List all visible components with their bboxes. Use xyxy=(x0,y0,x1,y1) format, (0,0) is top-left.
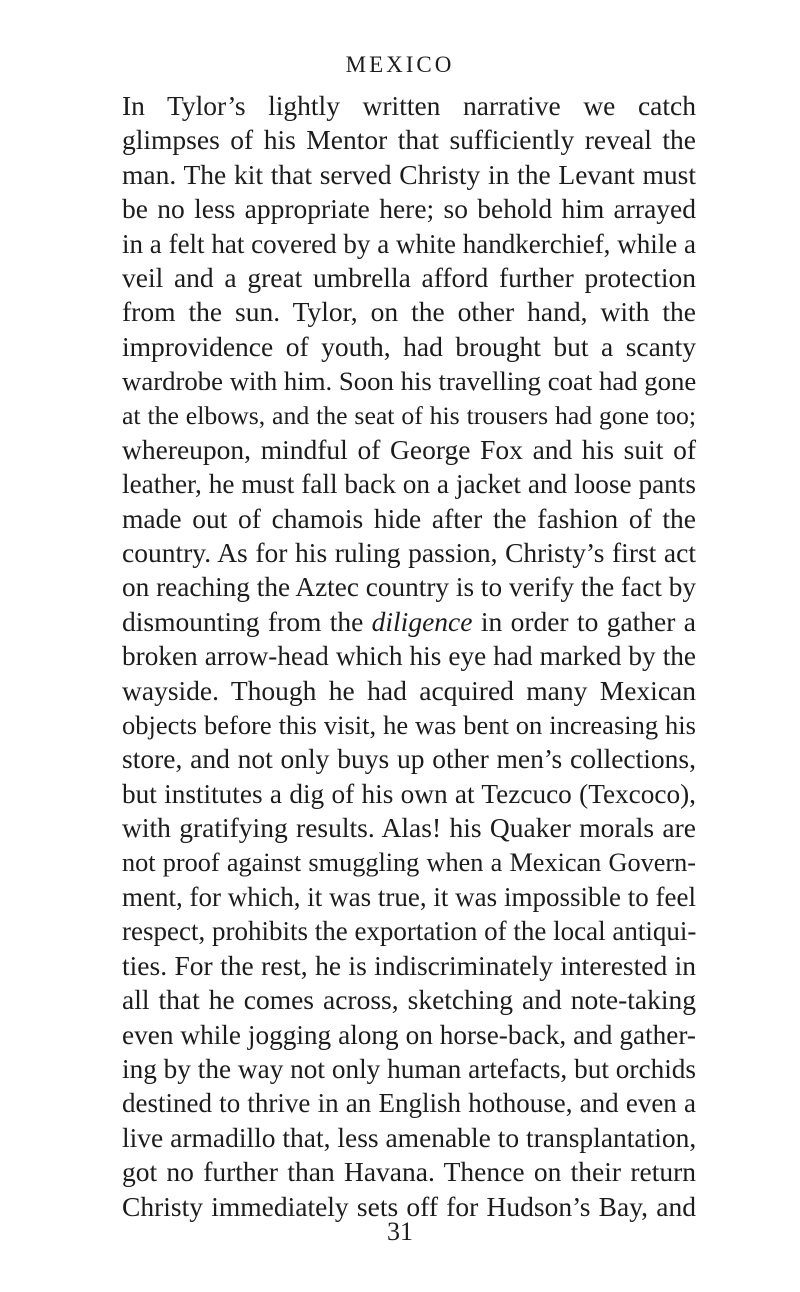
text-line: with gratifying results. Alas! his Quaker morals are xyxy=(122,812,696,844)
text-line: ment, for which, it was true, it was impossible to feel xyxy=(122,881,696,912)
text-line: even while jogging along on horse-back, and gather- xyxy=(122,1019,696,1050)
text-line: country. As for his ruling passion, Christy’s first act xyxy=(122,537,696,569)
text-line: from the sun. Tylor, on the other hand, with the xyxy=(122,296,696,328)
text-line: live armadillo that, less amenable to transplantation, xyxy=(122,1121,697,1153)
text-line: in a felt hat covered by a white handkerchief, while a xyxy=(122,228,696,259)
text-line: but institutes a dig of his own at Tezcuco (Texcoco), xyxy=(122,778,696,809)
text-line: be no less appropriate here; so behold him arrayed xyxy=(122,193,696,225)
text-line: In Tylor’s lightly written narrative we catch xyxy=(122,90,696,121)
text-line: improvidence of youth, had brought but a scanty xyxy=(122,330,696,362)
text-line: veil and a great umbrella afford further protection xyxy=(122,261,696,293)
running-head: MEXICO xyxy=(345,52,455,77)
italic-word: diligence xyxy=(371,605,473,637)
text-line: got no further than Havana. Thence on their return xyxy=(122,1156,696,1188)
text-line: all that he comes across, sketching and note-taking xyxy=(122,984,696,1016)
text-line: leather, he must fall back on a jacket and loose pants xyxy=(122,469,696,500)
text-line: whereupon, mindful of George Fox and his suit of xyxy=(122,433,696,465)
text-line: store, and not only buys up other men’s collections, xyxy=(122,743,696,775)
text-line: not proof against smuggling when a Mexican Govern- xyxy=(122,847,696,877)
text-line: made out of chamois hide after the fashion of the xyxy=(122,502,696,534)
text-line: respect, prohibits the exportation of the local antiqui- xyxy=(122,916,697,947)
text-line: at the elbows, and the seat of his trousers had gone too; xyxy=(122,400,696,430)
text-line: ties. For the rest, he is indiscriminately interested in xyxy=(122,949,696,981)
body-text xyxy=(122,89,696,1224)
text-line: on reaching the Aztec country is to verify the fact by xyxy=(122,572,696,603)
text-line: dismounting from the diligence in order to gather a xyxy=(122,605,696,637)
text-line: ing by the way not only human artefacts, but orchids xyxy=(122,1053,696,1084)
text-line: Christy immediately sets off for Hudson’s Bay, and xyxy=(122,1190,696,1222)
text-line: broken arrow-head which his eye had marked by the xyxy=(122,641,696,672)
text-line: wardrobe with him. Soon his travelling coat had gone xyxy=(122,366,697,397)
text-line: destined to thrive in an English hothouse, and even a xyxy=(122,1088,696,1119)
text-line: wayside. Though he had acquired many Mexican xyxy=(122,674,696,706)
text-line: man. The kit that served Christy in the Levant must xyxy=(122,158,696,190)
page-number: 31 xyxy=(387,1217,413,1246)
text-line: glimpses of his Mentor that sufficiently reveal the xyxy=(122,124,696,156)
text-line: objects before this visit, he was bent on increasing his xyxy=(122,710,696,741)
